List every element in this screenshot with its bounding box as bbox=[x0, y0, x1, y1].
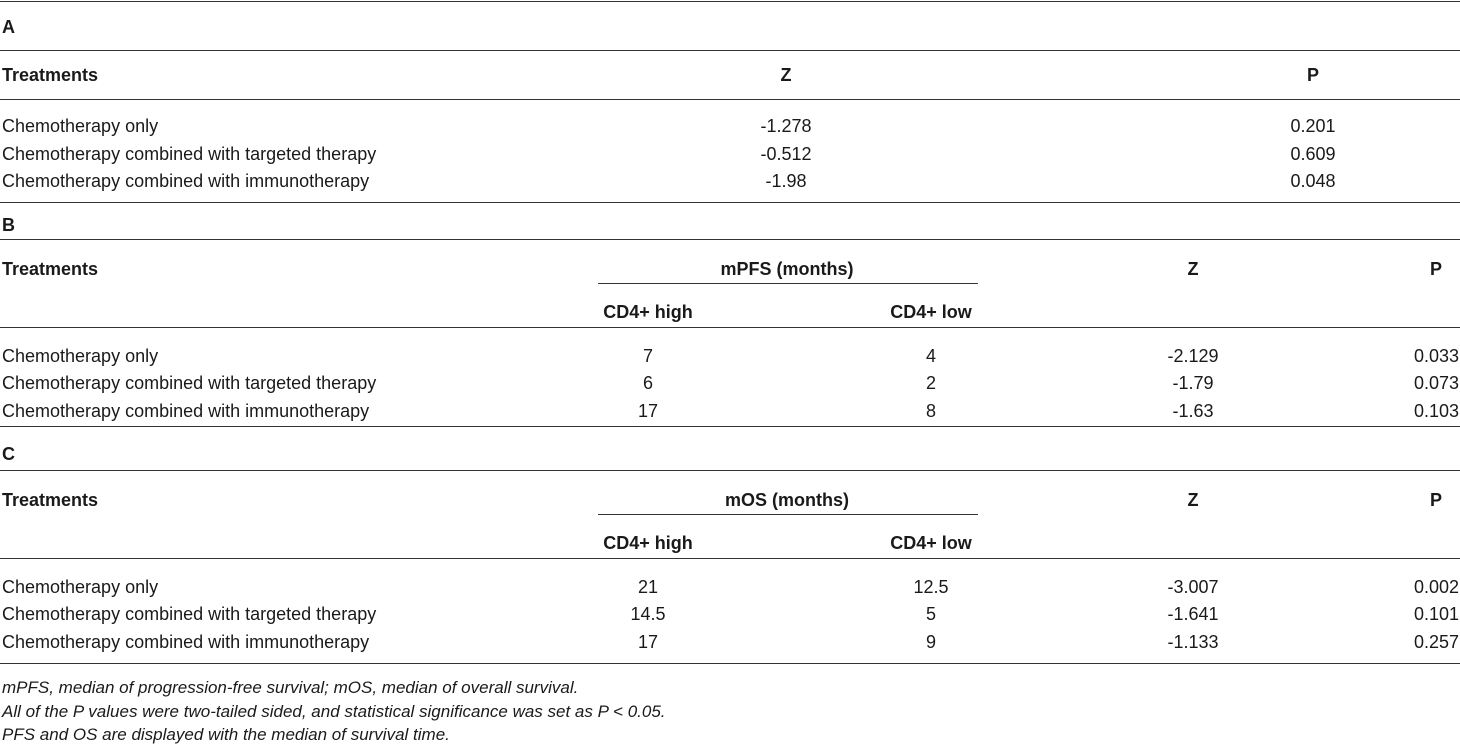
row-p-value: 0.103 bbox=[1413, 401, 1459, 421]
row-cd4-low-value: 12.5 bbox=[913, 577, 949, 597]
row-cd4-high-value: 14.5 bbox=[630, 604, 666, 624]
row-p-value: 0.101 bbox=[1413, 604, 1459, 624]
section-b-header-p: P bbox=[1429, 259, 1442, 279]
row-p-value: 0.073 bbox=[1413, 373, 1459, 393]
section-c-header-cd4-high: CD4+ high bbox=[603, 533, 693, 553]
row-z-value: -1.133 bbox=[1167, 632, 1219, 652]
section-a-label: A bbox=[2, 17, 15, 37]
section-c-header-p: P bbox=[1429, 490, 1442, 510]
row-treatment: Chemotherapy combined with targeted therapy bbox=[2, 373, 377, 393]
row-cd4-low-value: 4 bbox=[925, 346, 937, 366]
section-b-group-rule bbox=[598, 283, 978, 284]
section-b-header-treatments: Treatments bbox=[2, 259, 99, 279]
section-b-label-rule bbox=[0, 239, 1460, 240]
row-z-value: -1.98 bbox=[765, 171, 807, 191]
row-treatment: Chemotherapy combined with targeted therapy bbox=[2, 144, 377, 164]
section-c-group-rule bbox=[598, 514, 978, 515]
section-c-header-z: Z bbox=[1187, 490, 1199, 510]
row-z-value: -1.278 bbox=[760, 116, 812, 136]
table-top-rule bbox=[0, 1, 1460, 2]
row-p-value: 0.002 bbox=[1413, 577, 1459, 597]
section-a-bottom-rule bbox=[0, 202, 1460, 203]
row-z-value: -1.641 bbox=[1167, 604, 1219, 624]
row-cd4-high-value: 17 bbox=[637, 401, 659, 421]
row-cd4-low-value: 8 bbox=[925, 401, 937, 421]
section-b-header-z: Z bbox=[1187, 259, 1199, 279]
section-c-header-cd4-low: CD4+ low bbox=[890, 533, 972, 553]
row-treatment: Chemotherapy combined with immunotherapy bbox=[2, 632, 370, 652]
row-treatment: Chemotherapy only bbox=[2, 116, 159, 136]
section-b-label: B bbox=[2, 215, 15, 235]
row-z-value: -3.007 bbox=[1167, 577, 1219, 597]
section-b-header-mpfs: mPFS (months) bbox=[720, 259, 854, 279]
row-cd4-low-value: 5 bbox=[925, 604, 937, 624]
footnote-p-values: All of the P values were two-tailed sided, and statistical significance was set as P < 0.05. bbox=[2, 702, 666, 721]
row-cd4-high-value: 21 bbox=[637, 577, 659, 597]
section-c-header-rule bbox=[0, 558, 1460, 559]
row-treatment: Chemotherapy only bbox=[2, 577, 159, 597]
row-cd4-high-value: 17 bbox=[637, 632, 659, 652]
section-a-header-p: P bbox=[1306, 65, 1320, 85]
section-c-header-treatments: Treatments bbox=[2, 490, 99, 510]
row-z-value: -1.79 bbox=[1172, 373, 1214, 393]
row-z-value: -1.63 bbox=[1172, 401, 1214, 421]
row-cd4-high-value: 7 bbox=[642, 346, 654, 366]
footnote-median: PFS and OS are displayed with the median of survival time. bbox=[2, 725, 450, 744]
section-a-header-z: Z bbox=[780, 65, 792, 85]
footnote-abbreviations: mPFS, median of progression-free survival; mOS, median of overall survival. bbox=[2, 678, 579, 697]
row-cd4-low-value: 9 bbox=[925, 632, 937, 652]
row-p-value: 0.201 bbox=[1290, 116, 1336, 136]
row-p-value: 0.033 bbox=[1413, 346, 1459, 366]
row-treatment: Chemotherapy combined with immunotherapy bbox=[2, 171, 370, 191]
section-b-header-rule bbox=[0, 327, 1460, 328]
row-treatment: Chemotherapy combined with targeted therapy bbox=[2, 604, 377, 624]
row-cd4-low-value: 2 bbox=[925, 373, 937, 393]
section-c-label-rule bbox=[0, 470, 1460, 471]
section-c-header-mos: mOS (months) bbox=[725, 490, 849, 510]
table-bottom-rule bbox=[0, 663, 1460, 664]
row-p-value: 0.257 bbox=[1413, 632, 1459, 652]
row-p-value: 0.609 bbox=[1290, 144, 1336, 164]
section-a-label-rule bbox=[0, 50, 1460, 51]
row-treatment: Chemotherapy only bbox=[2, 346, 159, 366]
section-b-header-cd4-low: CD4+ low bbox=[890, 302, 972, 322]
row-cd4-high-value: 6 bbox=[642, 373, 654, 393]
section-b-header-cd4-high: CD4+ high bbox=[603, 302, 693, 322]
section-a-header-treatments: Treatments bbox=[2, 65, 99, 85]
row-z-value: -0.512 bbox=[760, 144, 812, 164]
section-a-header-rule bbox=[0, 99, 1460, 100]
row-treatment: Chemotherapy combined with immunotherapy bbox=[2, 401, 370, 421]
row-z-value: -2.129 bbox=[1167, 346, 1219, 366]
section-c-label: C bbox=[2, 444, 15, 464]
section-b-bottom-rule bbox=[0, 426, 1460, 427]
row-p-value: 0.048 bbox=[1290, 171, 1336, 191]
